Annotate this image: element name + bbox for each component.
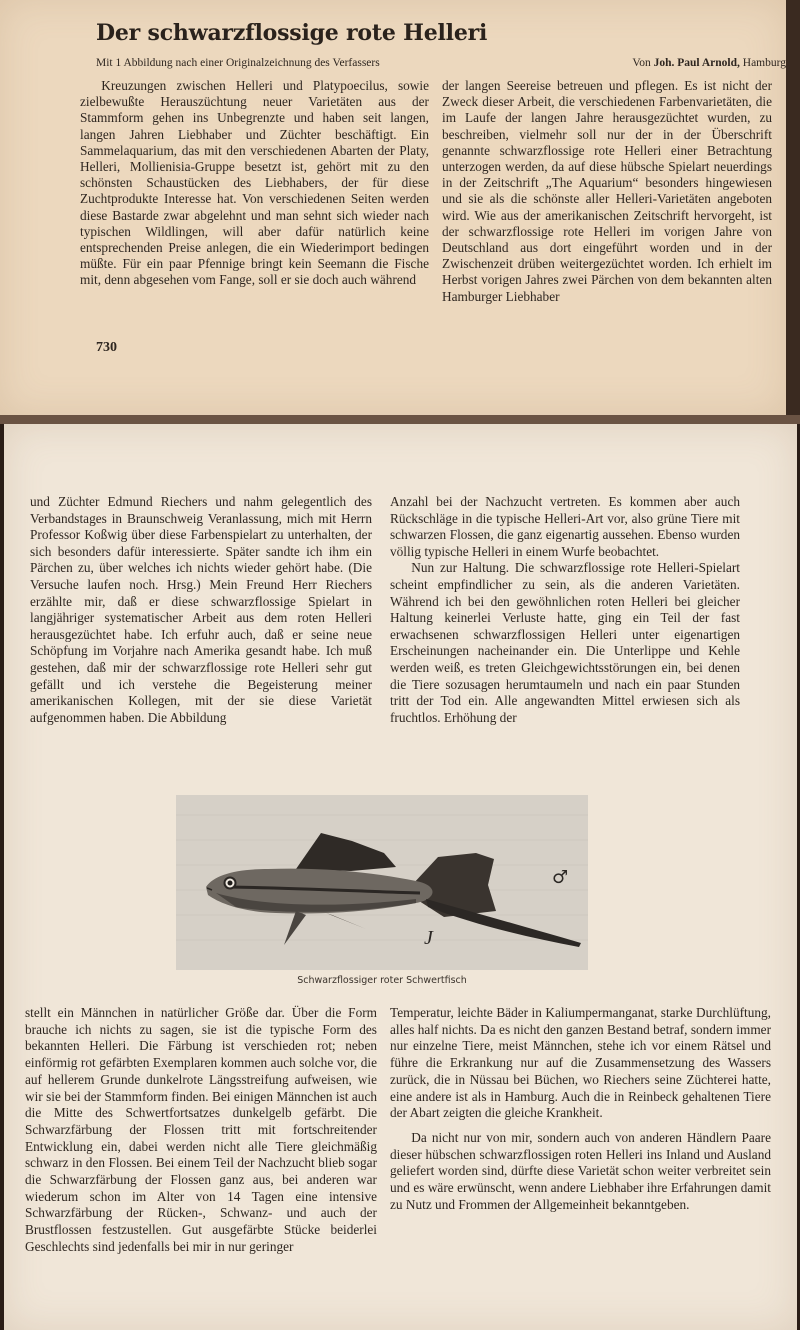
author-line	[632, 57, 786, 69]
paragraph: Anzahl bei der Nachzucht vertreten. Es kommen aber auch Rückschläge in die typische Helleri-Art vor, also grüne Tiere mit schwarzen Flossen, die ganz eigenartig aussehen. Ebenso wurden völlig typische Helleri in einem Wurfe beobachtet.	[390, 494, 740, 559]
paragraph: Da nicht nur von mir, sondern auch von anderen Händlern Paare dieser hübschen schwarzflossigen roten Helleri ins Inland und Ausland geliefert worden sind, dürfte diese Varietät schon weiter verbreitet sein und es wäre erwünscht, wenn andere Liebhaber ihre Erfahrungen damit zu Nutz und Frommen der Allgemeinheit bekanntgeben.	[390, 1129, 771, 1212]
fish-illustration	[176, 795, 588, 986]
book-spine	[786, 0, 800, 415]
article-title: Der schwarzflossige rote Helleri	[96, 20, 488, 46]
artist-signature: J	[424, 927, 433, 949]
paragraph: Temperatur, leichte Bäder in Kaliumpermanganat, starke Durchlüftung, alles half nichts. Da es nicht den ganzen Bestand betraf, sondern immer nur einzelne Tiere, meist Männchen, stehe ich vor einem Rätsel und führe die Erkrankung nur auf die Zusammensetzung des Wassers zurück, die in Nüssau bei Büchen, wo Riechers seine Züchterei hatte, eine andere ist als in Hamburg. Auch die in Reinbeck gehaltenen Tiere der Abart zeigten die gleiche Krankheit.	[390, 1005, 771, 1121]
figure-caption: Schwarzflossiger roter Schwertfisch	[297, 975, 467, 986]
paragraph: stellt ein Männchen in natürlicher Größe dar. Über die Form brauche ich nichts zu sagen, sie ist die typische Form des bekannten Helleri. Die Färbung ist verschieden rot; neben einförmig rot gefärbten Exemplaren kommen auch solche vor, die auf hellerem Grunde dunkelrote Längsstreifung aufweisen, wie wir sie bei der Stammform finden. Bei einigen Männchen ist auch die Mitte des Schwertfortsatzes dunkelgelb gefärbt. Die Schwarzfärbung der Flossen tritt mit fortschreitender Entwicklung ein, dabei werden nicht alle Tiere gleichmäßig schwarz in den Flossen. Bei einem Teil der Nachzucht blieb sogar die Schwarzfärbung der Flossen ganz aus, bei anderen war wiederum schon im Alter von 14 Tagen eine intensive Schwarzfärbung der Rücken-, Schwanz- und auch der Brustflossen festzustellen. Gut ausgefärbte Stücke beiderlei Geschlechts sind jedenfalls bei mir in nur geringer	[25, 1005, 377, 1254]
author-name: Joh. Paul Arnold,	[653, 57, 740, 69]
column-top-right	[442, 78, 772, 305]
swordtail-drawing	[176, 795, 588, 970]
column-middle-left	[30, 494, 372, 726]
column-top-left	[80, 78, 429, 289]
author-prefix: Von	[632, 57, 654, 69]
paragraph: der langen Seereise betreuen und pflegen. Es ist nicht der Zweck dieser Arbeit, die verschiedenen Farbenvarietäten, die im Laufe der langen Jahre herausgezüchtet wurden, zu beschreiben, vielmehr soll nur der in der Überschrift genannte schwarzflossige rote Helleri einer Betrachtung unterzogen werden, da auf diese hübsche Spielart neuerdings in der Zeitschrift „The Aquarium“ besonders hingewiesen und sie als die schönste aller Helleri-Varietäten angeboten wird. Wie aus der amerikanischen Zeitschrift hervorgeht, ist der schwarzflossige rote Helleri im vorigen Jahre von Deutschland aus dort eingeführt worden und in der Zwischenzeit drüben weitergezüchtet worden. Ich erhielt im Herbst vorigen Jahres zwei Pärchen von dem bekannten alten Hamburger Liebhaber	[442, 78, 772, 304]
paragraph: Kreuzungen zwischen Helleri und Platypoecilus, sowie zielbewußte Herauszüchtung neuer Varietäten aus der Stammform gehen ins Unbegrenzte und haben seit langen, langen Jahren Liebhaber und Züchter beschäftigt. Ein Sammelaquarium, das mit den verschiedenen Abarten der Platy, Helleri, Mollienisia-Gruppe besetzt ist, gehört mit zu den schönsten Schaustücken des Liebhabers, der für diese Zuchtprodukte Interesse hat. Von verschiedenen Seiten werden diese Bastarde zwar abgelehnt und man sehnt sich wieder nach typischen Wildlingen, will aber dafür natürlich keine entsprechenden Preise anlegen, die ein Wiederimport bedingen müßte. Für ein paar Pfennige bringt kein Seemann die Fische mit, denn abgesehen vom Fange, soll er sie doch auch während	[80, 78, 429, 288]
paragraph: und Züchter Edmund Riechers und nahm gelegentlich des Verbandstages in Braunschweig Veranlassung, mich mit Herrn Professor Koßwig über diese Farbenspielart zu unterhalten, der sich besonders dafür interessierte. Später sandte ich ihm ein Pärchen zu, über welches ich nichts wieder gehört habe. (Die Versuche laufen noch. Hrsg.) Mein Freund Herr Riechers erzählte mir, daß er diese schwarzflossige Spielart in langjähriger systematischer Arbeit aus dem roten Helleri herausgezüchtet habe. Ich erfuhr auch, daß er seine neue Schöpfung im Vorjahre nach Amerika gesandt habe. Ich muß gestehen, daß mir der schwarzflossige rote Helleri sehr gut gefällt und ich verstehe die Begeisterung meiner amerikanischen Kollegen, mit der sie diese Varietät aufgenommen haben. Die Abbildung	[30, 494, 372, 725]
article-subtitle: Mit 1 Abbildung nach einer Originalzeichnung des Verfassers	[96, 57, 380, 69]
page-separator	[0, 415, 800, 424]
column-middle-right	[390, 494, 740, 726]
column-bottom-right	[390, 1005, 771, 1213]
page-number: 730	[96, 340, 117, 355]
author-place: Hamburg	[739, 57, 786, 69]
male-symbol: ♂	[552, 867, 569, 888]
column-bottom-left	[25, 1005, 377, 1256]
paragraph: Nun zur Haltung. Die schwarzflossige rote Helleri-Spielart scheint empfindlicher zu sein, als die anderen Varietäten. Während ich bei den gewöhnlichen roten Helleri bei gleicher Haltung keinerlei Verluste hatte, ging ein Teil der fast erwachsenen schwarzflossigen Helleri unter eigenartigen Erscheinungen nacheinander ein. Die Unterlippe und Kehle werden weiß, es treten Gleichgewichtsstörungen ein, bei denen die Tiere sozusagen herumtaumeln und nach ein paar Stunden tritt der Tod ein. Alle angewandten Mittel erwiesen sich als fruchtlos. Erhöhung der	[390, 560, 740, 725]
